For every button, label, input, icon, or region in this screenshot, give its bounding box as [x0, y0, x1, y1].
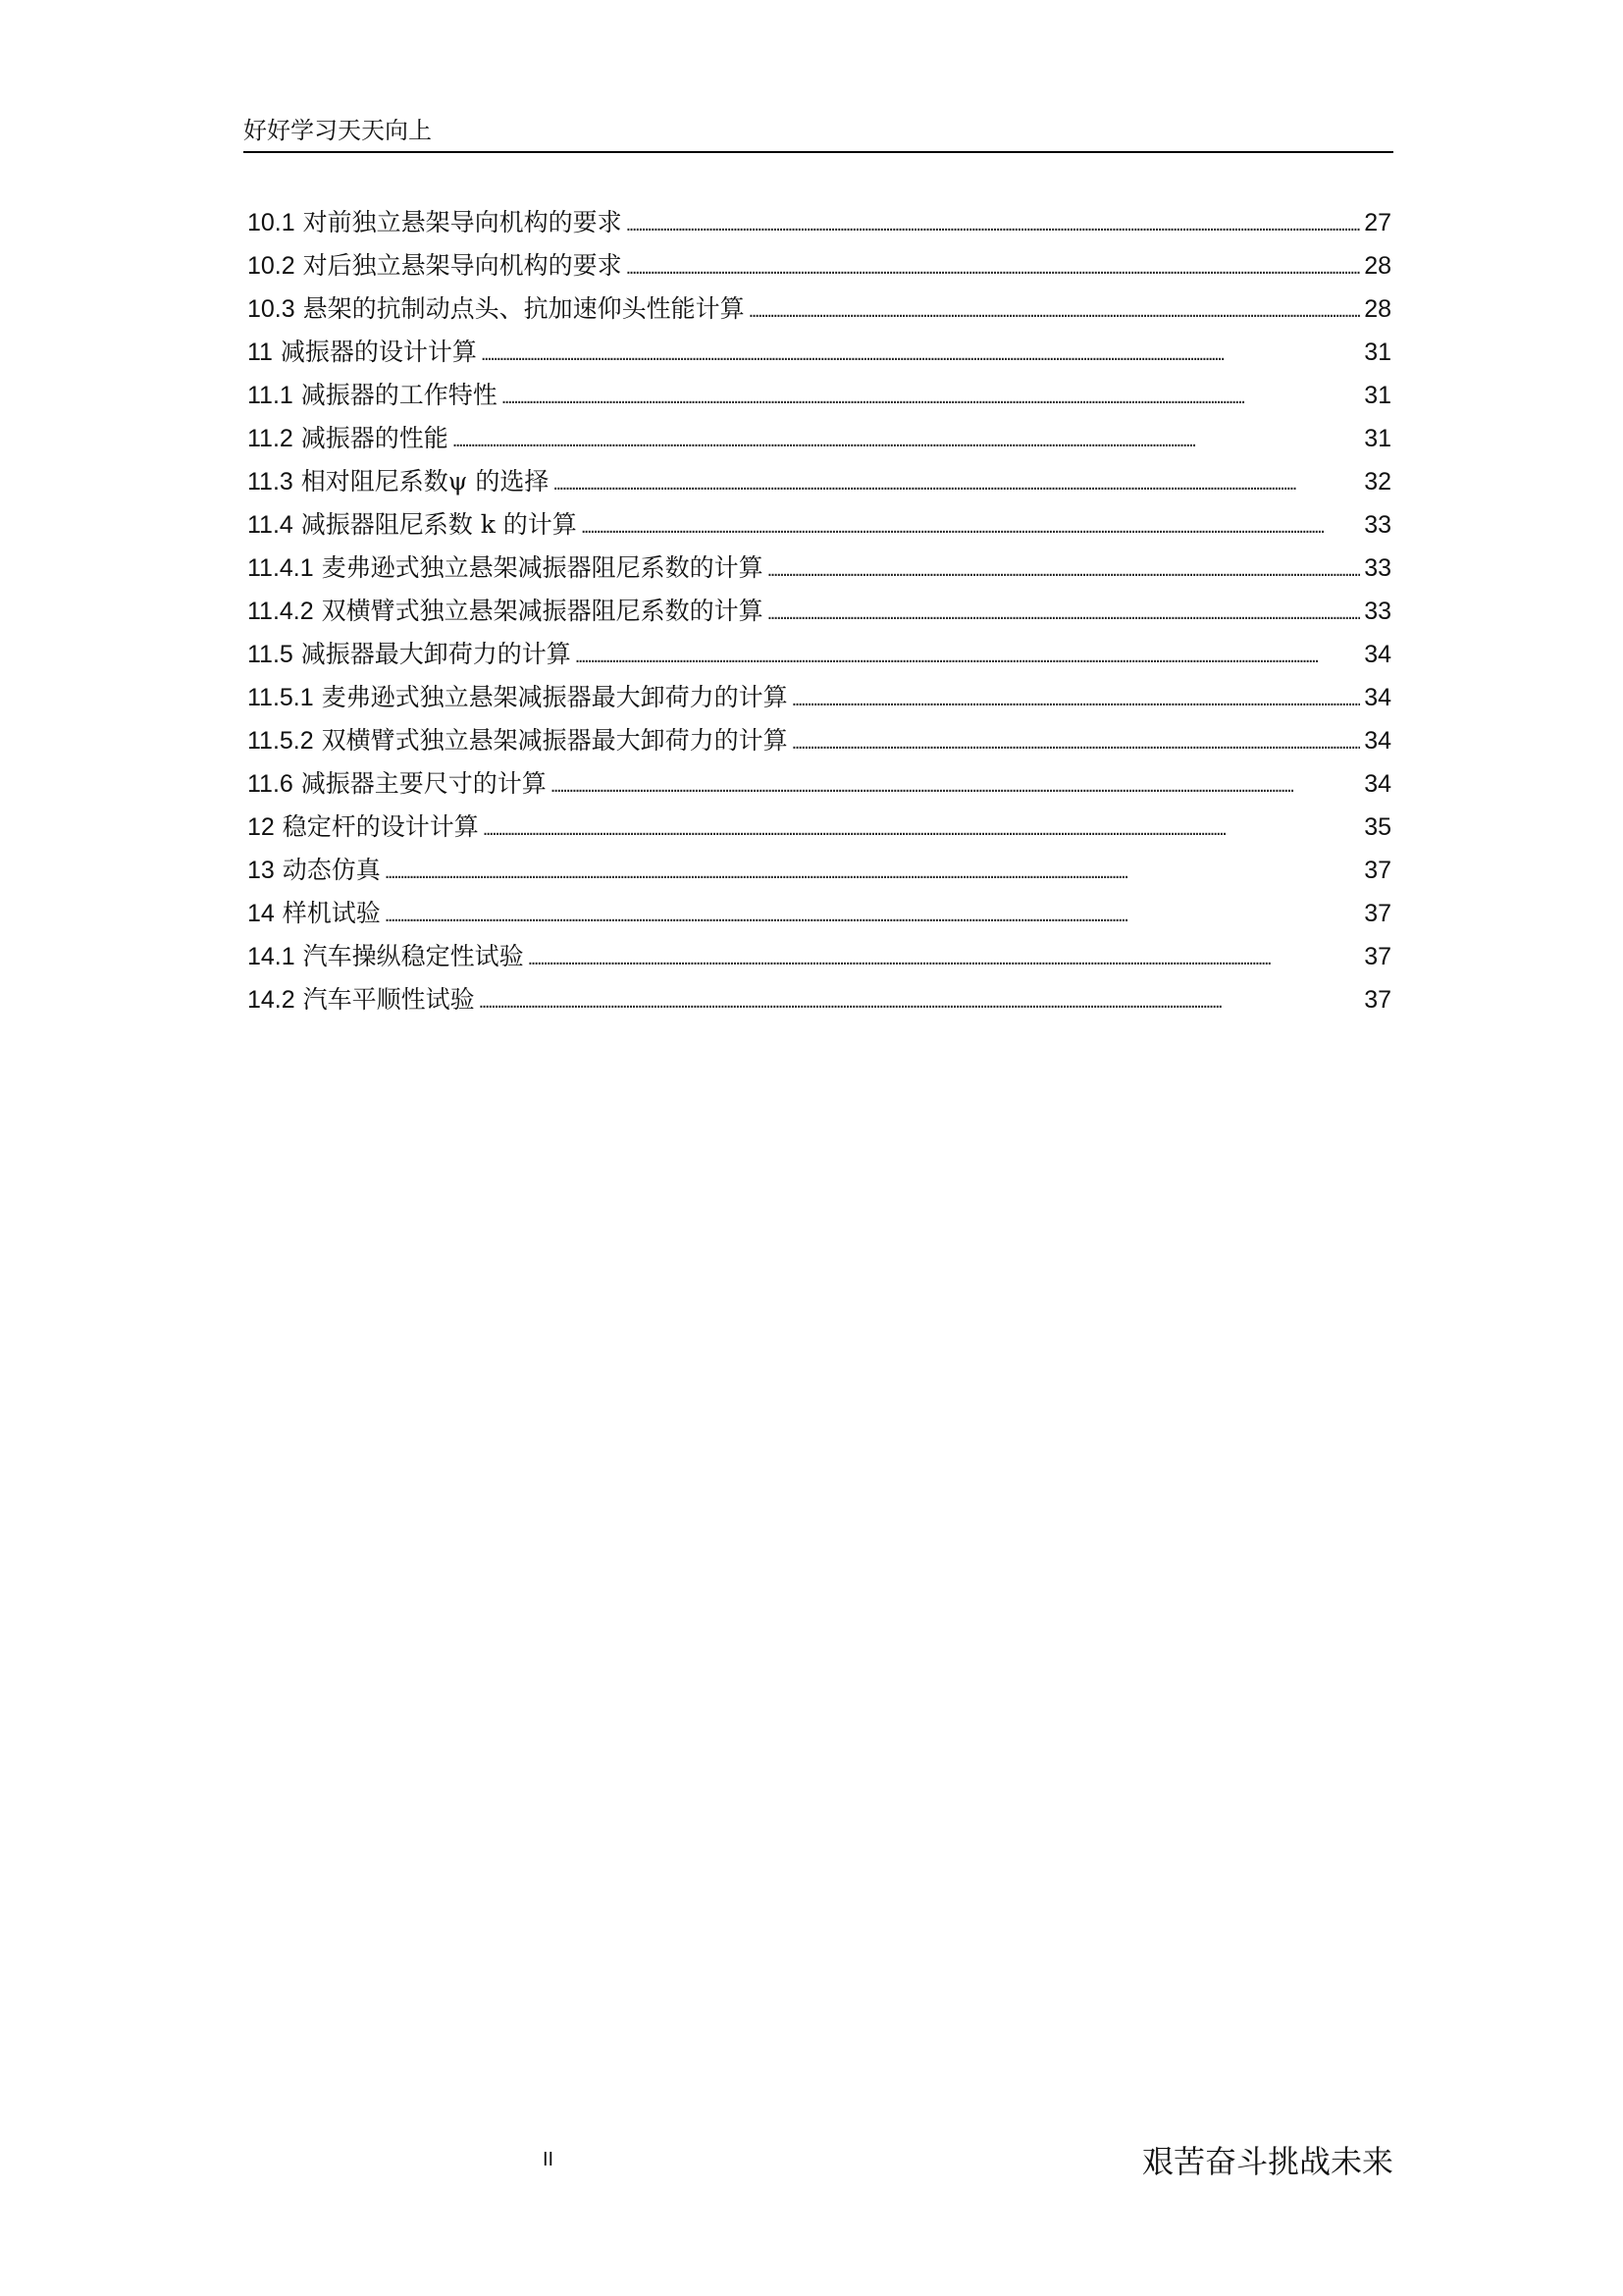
toc-entry-label: [247, 287, 745, 331]
toc-entry[interactable]: [247, 417, 1391, 460]
toc-leader-dots: [452, 419, 1360, 462]
toc-entry[interactable]: [247, 287, 1391, 331]
toc-entry-number: 12: [247, 813, 275, 841]
toc-entry-number: 11.2: [247, 425, 293, 452]
toc-entry-number: 13: [247, 857, 275, 884]
toc-entry-title: 相对阻尼系数ψ 的选择: [300, 467, 550, 496]
toc-entry-page: 33: [1364, 598, 1391, 625]
toc-entry-label: [247, 547, 763, 590]
toc-entry[interactable]: [247, 935, 1391, 978]
toc-leader-dots: [767, 592, 1361, 635]
table-of-contents: [247, 201, 1391, 1021]
toc-entry-number: 11.5: [247, 641, 293, 668]
toc-entry-number: 11.4.2: [247, 598, 314, 625]
toc-leader-dots: [792, 678, 1361, 721]
toc-entry-page: 27: [1364, 209, 1391, 236]
toc-entry-number: 10.2: [247, 252, 295, 280]
toc-entry-page: 37: [1364, 986, 1391, 1014]
toc-entry-label: [247, 806, 479, 849]
toc-entry-page: 31: [1364, 339, 1391, 366]
toc-entry-title: 对前独立悬架导向机构的要求: [302, 208, 622, 236]
toc-entry-title: 麦弗逊式独立悬架减振器最大卸荷力的计算: [321, 683, 788, 711]
toc-leader-dots: [626, 246, 1361, 289]
page-header: 好好学习天天向上: [243, 117, 432, 144]
toc-leader-dots: [767, 548, 1361, 592]
toc-leader-dots: [385, 894, 1360, 937]
toc-entry-label: [247, 590, 763, 633]
toc-entry-title: 动态仿真: [282, 856, 381, 884]
toc-entry[interactable]: [247, 201, 1391, 244]
toc-entry-number: 10.1: [247, 209, 295, 236]
toc-leader-dots: [581, 505, 1360, 548]
toc-entry[interactable]: [247, 547, 1391, 590]
toc-entry-label: [247, 503, 577, 547]
toc-entry-title: 减振器的工作特性: [300, 381, 497, 409]
toc-entry-label: [247, 978, 475, 1021]
toc-entry[interactable]: [247, 633, 1391, 676]
toc-leader-dots: [483, 808, 1360, 851]
toc-entry-number: 11: [247, 339, 273, 366]
toc-entry-number: 11.4: [247, 511, 293, 539]
toc-leader-dots: [528, 937, 1361, 980]
toc-entry-title: 麦弗逊式独立悬架减振器阻尼系数的计算: [321, 553, 763, 582]
toc-entry-title: 减振器最大卸荷力的计算: [300, 640, 571, 668]
toc-entry-page: 37: [1364, 943, 1391, 970]
toc-entry-number: 14: [247, 900, 275, 927]
toc-entry-page: 33: [1364, 511, 1391, 539]
toc-entry-label: [247, 719, 788, 762]
toc-entry-number: 11.5.2: [247, 727, 314, 755]
toc-entry[interactable]: [247, 719, 1391, 762]
toc-entry-label: [247, 417, 448, 460]
toc-entry-title: 稳定杆的设计计算: [282, 812, 479, 841]
toc-entry-title: 减振器主要尺寸的计算: [300, 769, 547, 798]
toc-entry-title: 样机试验: [282, 899, 381, 927]
toc-entry-page: 31: [1364, 425, 1391, 452]
toc-entry[interactable]: [247, 762, 1391, 806]
toc-leader-dots: [479, 980, 1361, 1023]
toc-leader-dots: [550, 764, 1360, 808]
toc-leader-dots: [501, 376, 1360, 419]
toc-entry-title: 减振器阻尼系数 k 的计算: [300, 510, 577, 539]
toc-entry-page: 35: [1364, 813, 1391, 841]
toc-entry-number: 11.1: [247, 382, 293, 409]
toc-entry-label: [247, 892, 381, 935]
toc-entry-title: 减振器的性能: [300, 424, 448, 452]
toc-leader-dots: [792, 721, 1361, 764]
toc-entry-page: 34: [1364, 684, 1391, 711]
toc-entry[interactable]: [247, 460, 1391, 503]
toc-entry-number: 14.1: [247, 943, 295, 970]
toc-entry-title: 对后独立悬架导向机构的要求: [302, 251, 622, 280]
toc-entry-title: 双横臂式独立悬架减振器最大卸荷力的计算: [321, 726, 788, 755]
toc-entry[interactable]: [247, 244, 1391, 287]
toc-entry[interactable]: [247, 849, 1391, 892]
toc-entry-label: [247, 244, 622, 287]
toc-entry-label: [247, 762, 547, 806]
toc-leader-dots: [552, 462, 1360, 505]
toc-entry[interactable]: [247, 331, 1391, 374]
toc-entry-page: 34: [1364, 770, 1391, 798]
toc-entry-label: [247, 374, 497, 417]
toc-entry-number: 10.3: [247, 295, 295, 323]
toc-entry-number: 11.4.1: [247, 554, 314, 582]
toc-entry-page: 37: [1364, 900, 1391, 927]
toc-entry-title: 悬架的抗制动点头、抗加速仰头性能计算: [302, 294, 745, 323]
toc-leader-dots: [575, 635, 1360, 678]
toc-entry-number: 14.2: [247, 986, 295, 1014]
toc-leader-dots: [481, 333, 1360, 376]
toc-entry-title: 汽车平顺性试验: [302, 985, 475, 1014]
toc-entry[interactable]: [247, 978, 1391, 1021]
toc-entry-title: 双横臂式独立悬架减振器阻尼系数的计算: [321, 597, 763, 625]
toc-leader-dots: [749, 289, 1361, 333]
footer-motto: 艰苦奋斗挑战未来: [1141, 2143, 1393, 2180]
toc-entry-label: [247, 676, 788, 719]
toc-leader-dots: [385, 851, 1360, 894]
toc-entry[interactable]: [247, 590, 1391, 633]
toc-entry-page: 37: [1364, 857, 1391, 884]
toc-entry-number: 11.6: [247, 770, 293, 798]
toc-entry[interactable]: [247, 374, 1391, 417]
toc-entry-page: 34: [1364, 727, 1391, 755]
toc-entry-number: 11.3: [247, 468, 293, 496]
toc-entry-number: 11.5.1: [247, 684, 314, 711]
toc-entry-page: 31: [1364, 382, 1391, 409]
toc-entry-page: 28: [1364, 252, 1391, 280]
toc-leader-dots: [626, 203, 1361, 246]
toc-entry-page: 33: [1364, 554, 1391, 582]
toc-entry-label: [247, 633, 571, 676]
toc-entry[interactable]: [247, 892, 1391, 935]
toc-entry-page: 32: [1364, 468, 1391, 496]
toc-entry-label: [247, 201, 622, 244]
toc-entry-label: [247, 460, 549, 503]
toc-entry-label: [247, 935, 524, 978]
page-number: II: [543, 2149, 554, 2170]
toc-entry-label: [247, 331, 477, 374]
toc-entry-title: 汽车操纵稳定性试验: [302, 942, 524, 970]
toc-entry-page: 28: [1364, 295, 1391, 323]
header-rule: [243, 151, 1393, 153]
toc-entry[interactable]: [247, 806, 1391, 849]
toc-entry-title: 减振器的设计计算: [280, 338, 477, 366]
toc-entry[interactable]: [247, 503, 1391, 547]
toc-entry[interactable]: [247, 676, 1391, 719]
toc-entry-label: [247, 849, 381, 892]
toc-entry-page: 34: [1364, 641, 1391, 668]
